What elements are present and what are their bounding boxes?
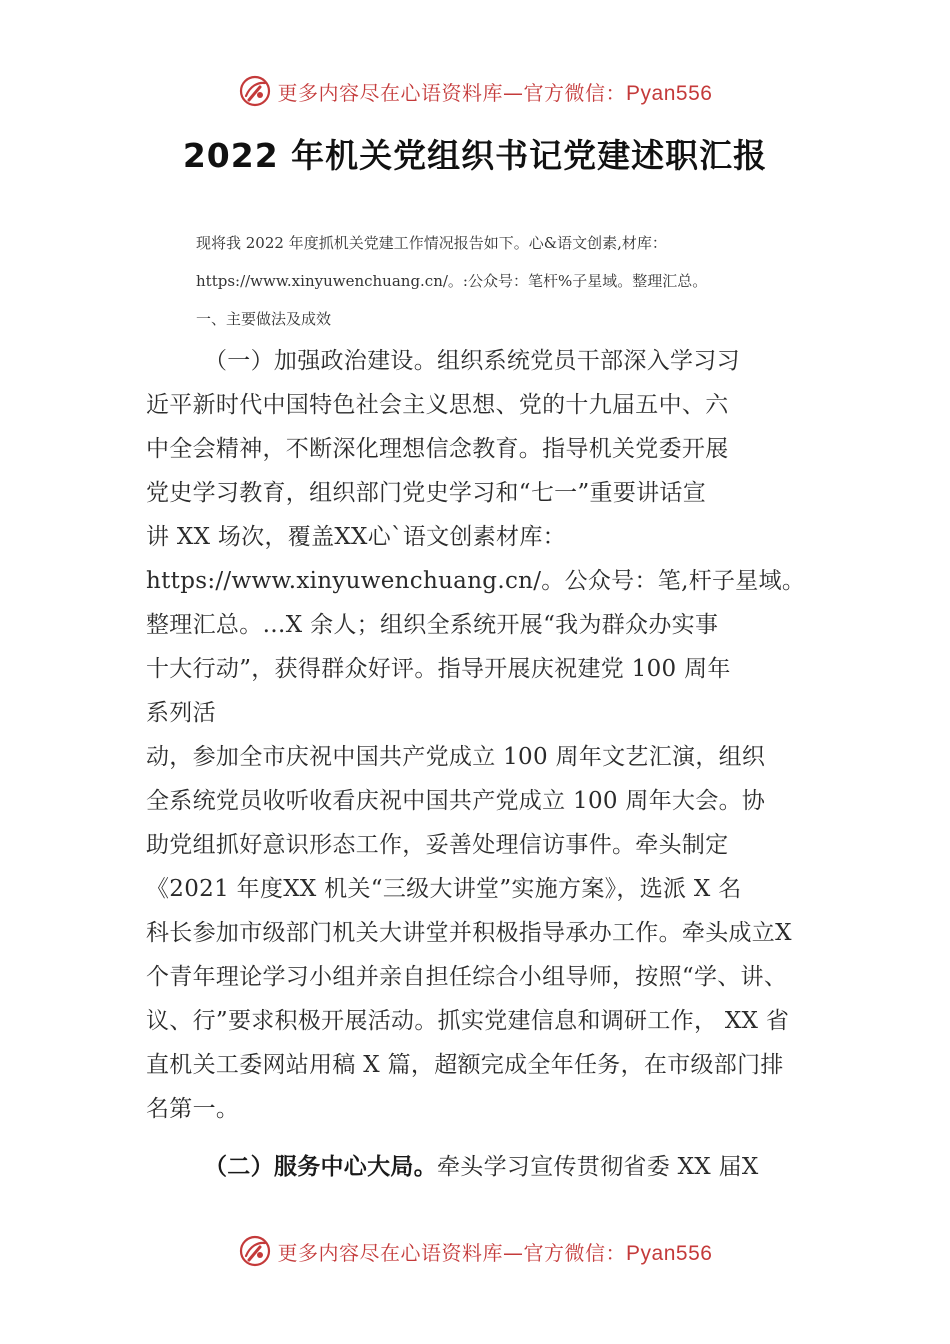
paragraph-1-line: 全系统党员收听收看庆祝中国共产党成立 100 周年大会。协	[146, 788, 766, 814]
paragraph-2-first-line	[204, 1148, 759, 1181]
paragraph-1-line: 直机关工委网站用稿 X 篇，超额完成全年任务，在市级部门排	[146, 1052, 784, 1078]
intro-line-1: 现将我 2022 年度抓机关党建工作情况报告如下。心&语文创素,材库：	[196, 234, 667, 252]
footer-banner	[0, 1234, 950, 1268]
paragraph-1-line: 动，参加全市庆祝中国共产党成立 100 周年文艺汇演，组织	[146, 744, 766, 770]
banner-label: 更多内容尽在心语资料库—官方微信：	[277, 80, 627, 105]
paragraph-1-line: 名第一。	[146, 1096, 240, 1122]
banner-wechat-id: Pyan556	[626, 1241, 713, 1265]
paragraph-1-line: 《2021 年度XX 机关“三级大讲堂”实施方案》，选派 X 名	[146, 876, 742, 902]
paragraph-1-line: https://www.xinyuwenchuang.cn/。公众号：笔,杆子星域。	[146, 568, 806, 594]
paragraph-1-line: 个青年理论学习小组并亲自担任综合小组导师，按照“学、讲、	[146, 964, 788, 990]
header-banner	[0, 74, 950, 108]
paragraph-1-line: 助党组抓好意识形态工作，妥善处理信访事件。牵头制定	[146, 832, 729, 858]
section-heading: 一、主要做法及成效	[196, 310, 332, 328]
paragraph-1-line: 党史学习教育，组织部门党史学习和“七一”重要讲话宣	[146, 480, 707, 506]
banner-wechat-id: Pyan556	[626, 81, 713, 105]
paragraph-1-first-line	[204, 342, 740, 375]
paragraph-1-line: 整理汇总。…X 余人；组织全系统开展“我为群众办实事	[146, 612, 719, 638]
intro-line-2: https://www.xinyuwenchuang.cn/。:公众号：笔杆%子星域。整理汇总。	[196, 272, 708, 290]
paragraph-1-line: 科长参加市级部门机关大讲堂并积极指导承办工作。牵头成立X	[146, 920, 792, 946]
paragraph-1-line: 讲 XX 场次，覆盖XX心`语文创素材库：	[146, 524, 566, 550]
paragraph-2-heading: （二）服务中心大局。	[204, 1153, 437, 1180]
paragraph-1-line: 议、行”要求积极开展活动。抓实党建信息和调研工作， XX 省	[146, 1008, 790, 1034]
paragraph-1-line: 中全会精神，不断深化理想信念教育。指导机关党委开展	[146, 436, 729, 462]
paragraph-1-line: 近平新时代中国特色社会主义思想、党的十九届五中、六	[146, 392, 729, 418]
paragraph-1-line: 十大行动”，获得群众好评。指导开展庆祝建党 100 周年	[146, 656, 731, 682]
paragraph-1-line: 组织系统党员干部深入学习习	[437, 348, 740, 374]
paragraph-2-text: 牵头学习宣传贯彻省委 XX 届X	[437, 1154, 759, 1180]
paragraph-1-heading: （一）加强政治建设。	[204, 348, 437, 374]
brand-logo-icon	[238, 74, 272, 108]
paragraph-1-line: 系列活	[146, 700, 216, 726]
page-title: 2022 年机关党组织书记党建述职汇报	[182, 136, 768, 175]
banner-label: 更多内容尽在心语资料库—官方微信：	[277, 1240, 627, 1265]
banner-text	[278, 1237, 713, 1266]
banner-text	[278, 77, 713, 106]
brand-logo-icon	[238, 1234, 272, 1268]
